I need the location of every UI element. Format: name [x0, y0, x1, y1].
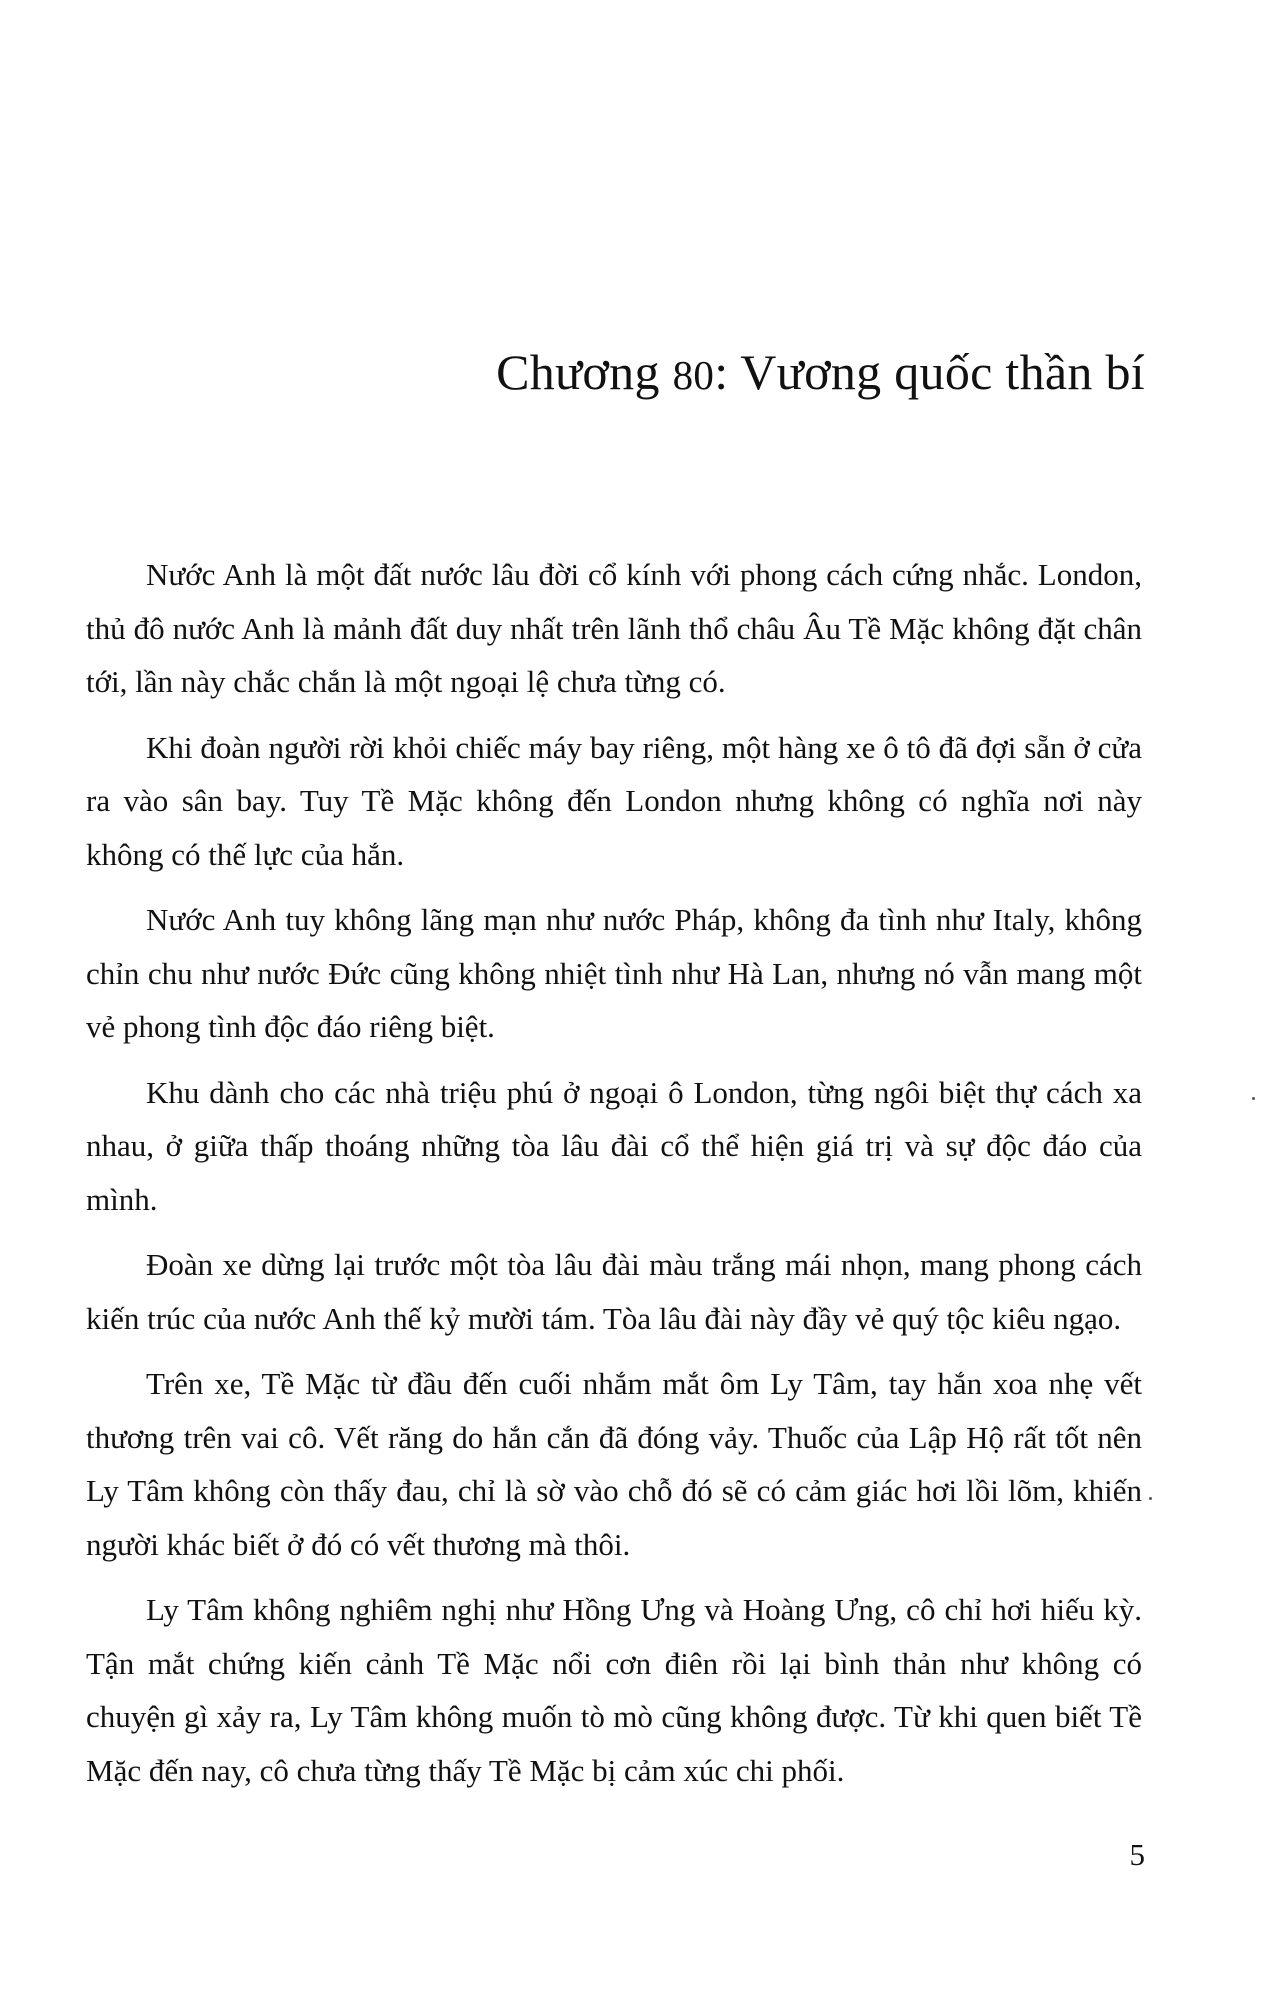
paragraph: Nước Anh là một đất nước lâu đời cổ kính với phong cách cứng nhắc. London, thủ đô nước Anh là mảnh đất duy nhất trên lãnh thổ châu Âu Tề Mặc không đặt chân tới, lần này chắc chắn là một ngoại lệ chưa từng có.: [86, 557, 1142, 699]
scan-speck: [1252, 1097, 1255, 1100]
paragraph: Đoàn xe dừng lại trước một tòa lâu đài màu trắng mái nhọn, mang phong cách kiến trúc của nước Anh thế kỷ mười tám. Tòa lâu đài này đầy vẻ quý tộc kiêu ngạo.: [86, 1247, 1142, 1336]
chapter-number: 80: [672, 352, 715, 398]
chapter-body: [86, 548, 1142, 1809]
chapter-name: : Vương quốc thần bí: [714, 344, 1145, 400]
paragraph: Trên xe, Tề Mặc từ đầu đến cuối nhắm mắt ôm Ly Tâm, tay hắn xoa nhẹ vết thương trên vai cô. Vết răng do hắn cắn đã đóng vảy. Thuốc của Lập Hộ rất tốt nên Ly Tâm không còn thấy đau, chỉ là sờ vào chỗ đó sẽ có cảm giác hơi lồi lõm, khiến người khác biết ở đó có vết thương mà thôi.: [86, 1366, 1142, 1562]
paragraph: Nước Anh tuy không lãng mạn như nước Pháp, không đa tình như Italy, không chỉn chu như nước Đức cũng không nhiệt tình như Hà Lan, nhưng nó vẫn mang một vẻ phong tình độc đáo riêng biệt.: [86, 902, 1142, 1044]
scan-speck: [1149, 1497, 1152, 1500]
chapter-prefix: Chương: [496, 344, 673, 400]
chapter-title: [496, 342, 1145, 402]
page-number: 5: [1129, 1837, 1145, 1872]
paragraph: Khu dành cho các nhà triệu phú ở ngoại ô London, từng ngôi biệt thự cách xa nhau, ở giữa thấp thoáng những tòa lâu đài cổ thể hiện giá trị và sự độc đáo của mình.: [86, 1074, 1142, 1217]
paragraph: Khi đoàn người rời khỏi chiếc máy bay riêng, một hàng xe ô tô đã đợi sẵn ở cửa ra vào sân bay. Tuy Tề Mặc không đến London nhưng không có nghĩa nơi này không có thế lực của hắn.: [86, 729, 1142, 872]
paragraph: Ly Tâm không nghiêm nghị như Hồng Ưng và Hoàng Ưng, cô chỉ hơi hiếu kỳ. Tận mắt chứng kiến cảnh Tề Mặc nổi cơn điên rồi lại bình thản như không có chuyện gì xảy ra, Ly Tâm không muốn tò mò cũng không được. Từ khi quen biết Tề Mặc đến nay, cô chưa từng thấy Tề Mặc bị cảm xúc chi phối.: [86, 1592, 1142, 1788]
